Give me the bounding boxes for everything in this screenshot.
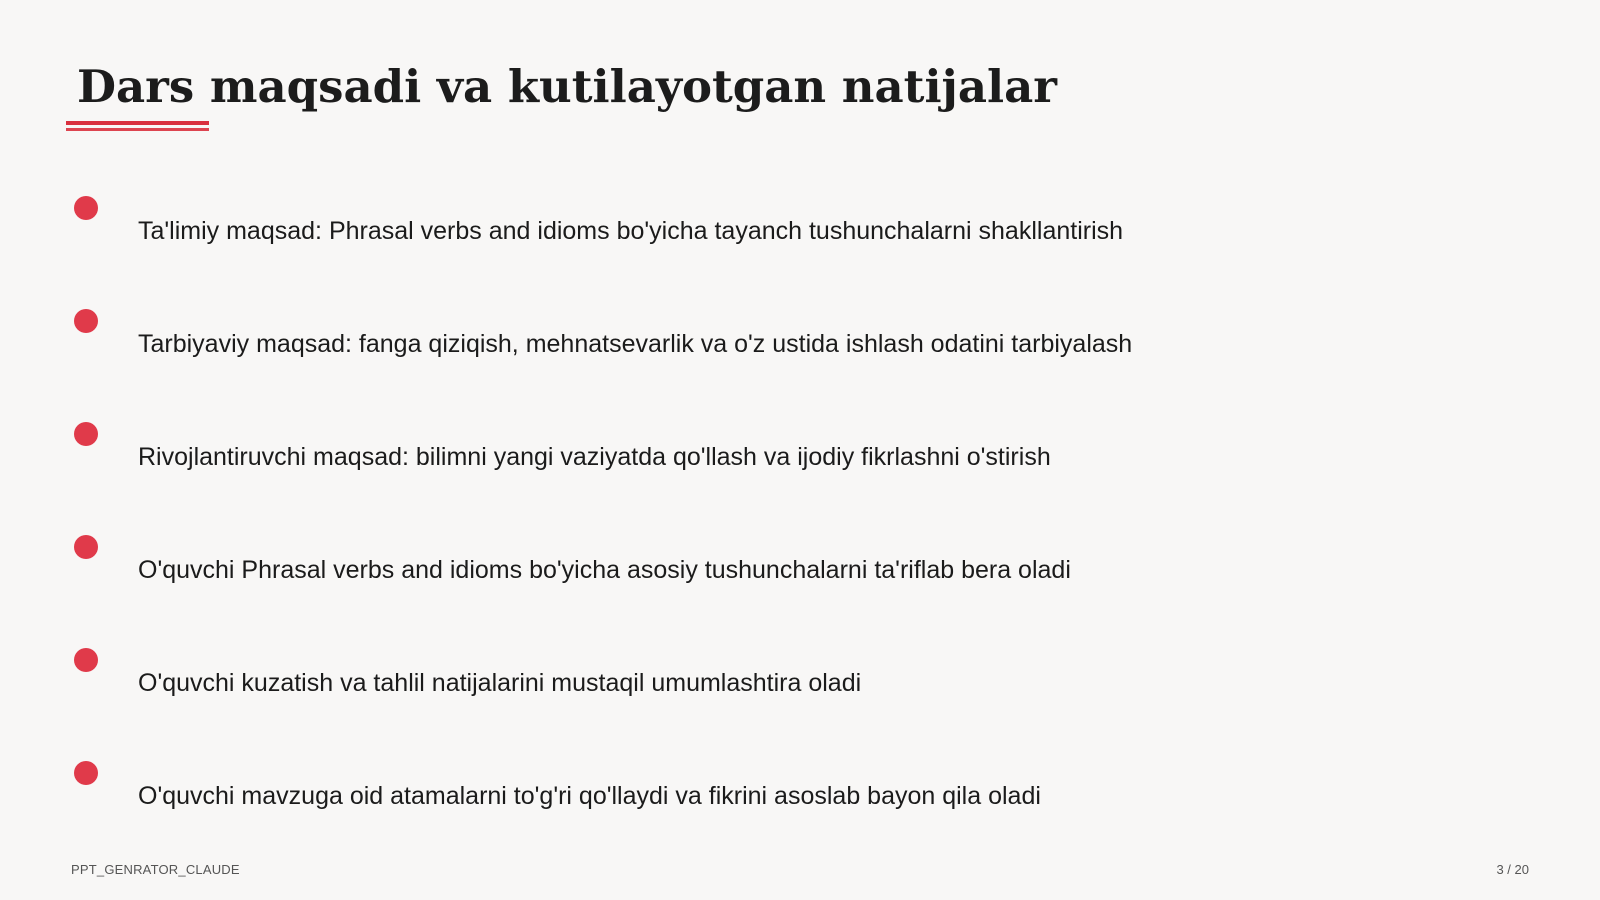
list-item-text: O'quvchi Phrasal verbs and idioms bo'yicha asosiy tushunchalarni ta'riflab bera oladi — [138, 556, 1071, 584]
bullet-dot-icon — [74, 761, 98, 785]
list-item — [0, 761, 1600, 831]
list-item — [0, 422, 1600, 492]
bullet-dot-icon — [74, 309, 98, 333]
list-item-text: Tarbiyaviy maqsad: fanga qiziqish, mehnatsevarlik va o'z ustida ishlash odatini tarbiyalash — [138, 330, 1133, 358]
list-item — [0, 309, 1600, 379]
bullet-dot-icon — [74, 535, 98, 559]
list-item-text: Ta'limiy maqsad: Phrasal verbs and idioms bo'yicha tayanch tushunchalarni shakllantirish — [138, 217, 1124, 245]
list-item — [0, 196, 1600, 266]
list-item-text: Rivojlantiruvchi maqsad: bilimni yangi vaziyatda qo'llash va ijodiy fikrlashni o'stirish — [138, 443, 1051, 471]
page-indicator: 3 / 20 — [1496, 862, 1529, 877]
list-item-text: O'quvchi kuzatish va tahlil natijalarini mustaqil umumlashtira oladi — [138, 669, 862, 697]
bullet-dot-icon — [74, 422, 98, 446]
list-item — [0, 535, 1600, 605]
bullet-dot-icon — [74, 196, 98, 220]
bullet-dot-icon — [74, 648, 98, 672]
slide-title: Dars maqsadi va kutilayotgan natijalar — [77, 60, 1057, 113]
footer-brand: PPT_GENRATOR_CLAUDE — [71, 862, 240, 877]
list-item-text: O'quvchi mavzuga oid atamalarni to'g'ri qo'llaydi va fikrini asoslab bayon qila oladi — [138, 782, 1041, 810]
list-item — [0, 648, 1600, 718]
